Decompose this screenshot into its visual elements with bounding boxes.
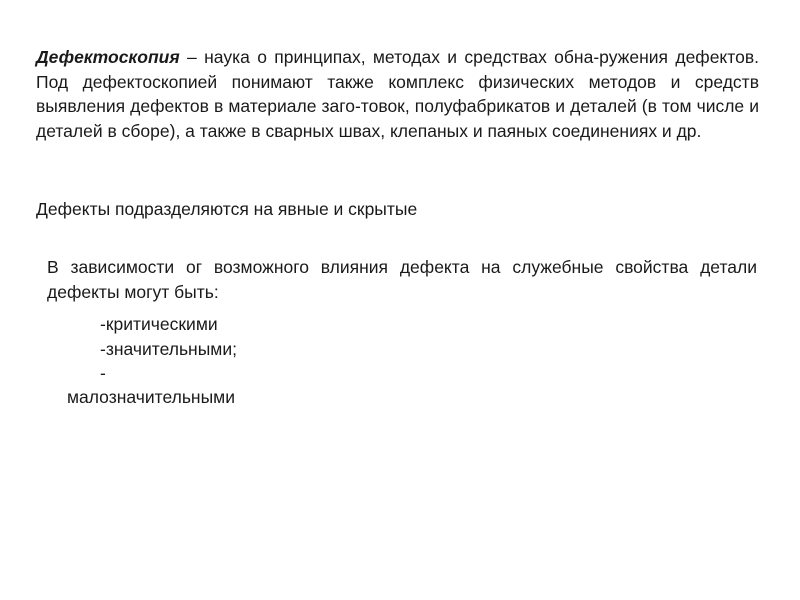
list-item-minor-dash: - xyxy=(100,363,106,383)
types-paragraph: Дефекты подразделяются на явные и скрытые xyxy=(36,199,418,219)
definition-term: Дефектоскопия xyxy=(36,47,180,67)
list-item-critical: -критическими xyxy=(100,314,218,334)
definition-paragraph xyxy=(36,45,759,143)
definition-text: – наука о принципах, методах и средствах обна-ружения дефектов. Под дефектоскопией понимают также комплекс физических методов и средств выявления дефектов в материале заго-товок, полуфабрикатов и деталей (в том числе и деталей в сборе), а также в сварных швах, клепаных и паяных соединениях и др. xyxy=(36,47,759,141)
influence-paragraph: В зависимости ог возможного влияния дефекта на служебные свойства детали дефекты могут быть: xyxy=(47,257,757,302)
list-item-minor: малозначительными xyxy=(67,387,235,407)
list-item-significant: -значительными; xyxy=(100,338,237,359)
severity-list xyxy=(100,312,237,361)
